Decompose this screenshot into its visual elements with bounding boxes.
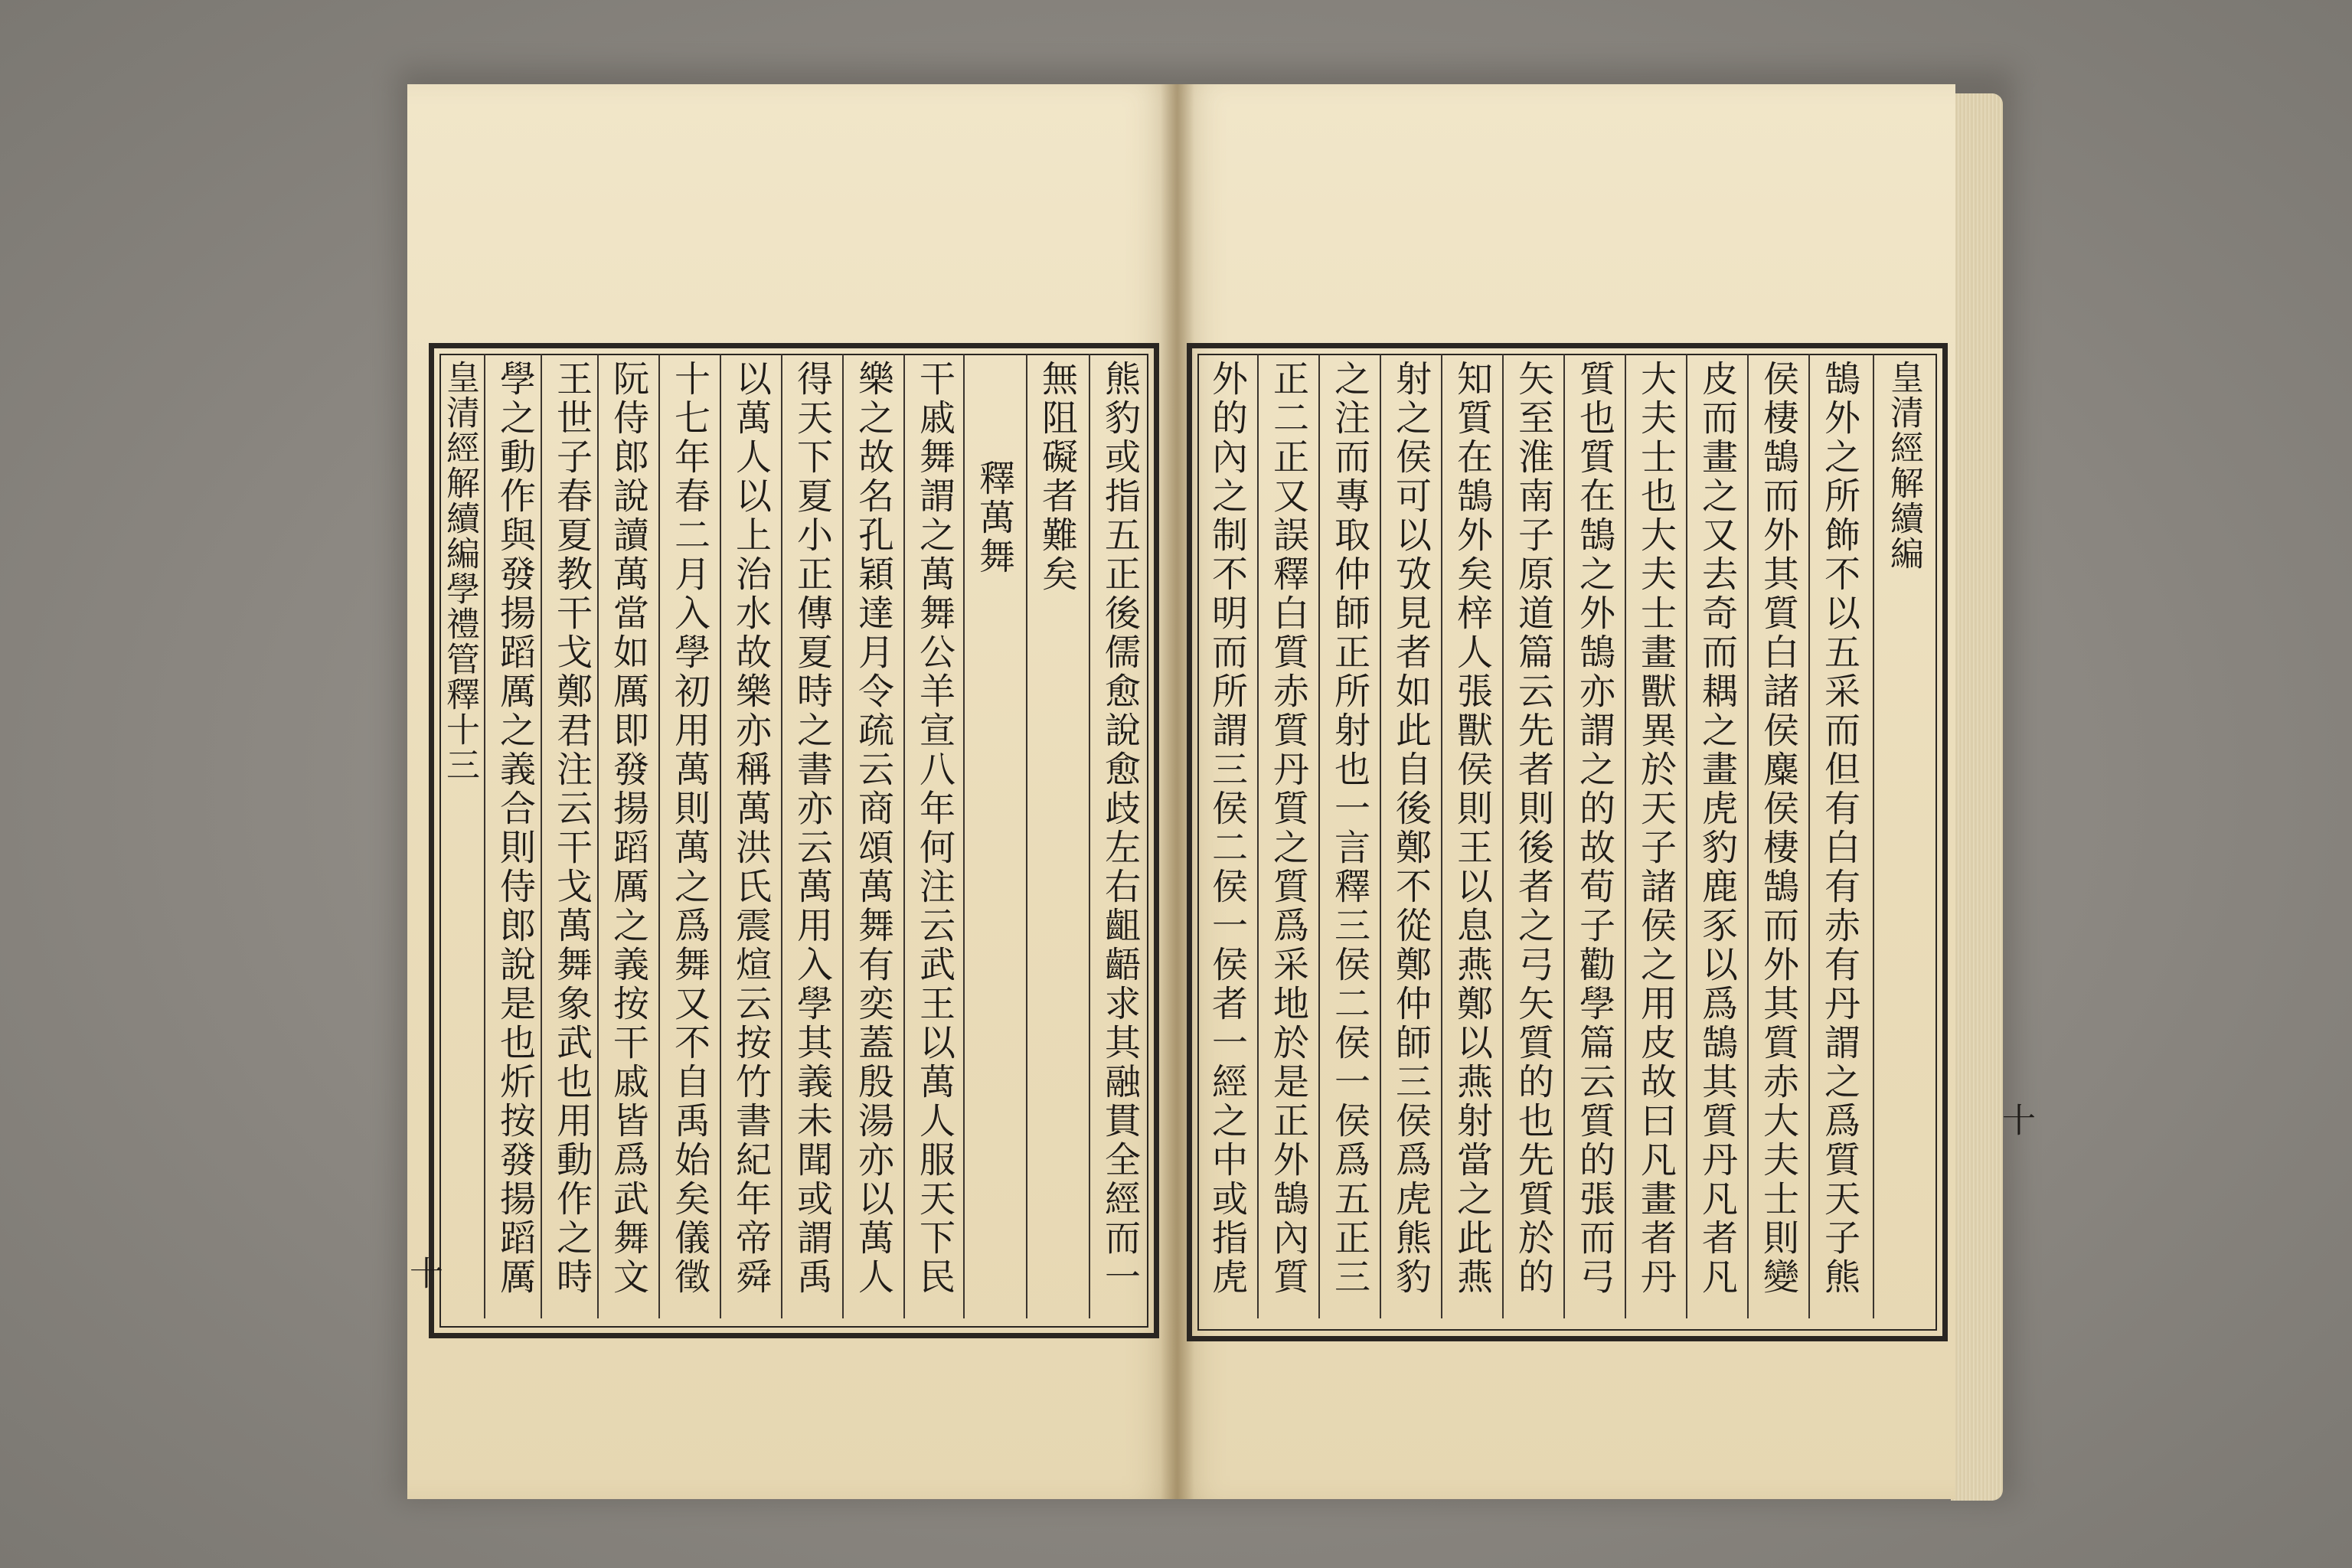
right-column-7: 知質在鵠外矣梓人張獸侯則王以息燕鄭以燕射當之此燕 [1451, 360, 1493, 1297]
column-rule [1873, 354, 1874, 1318]
right-folio: 十 [1996, 1102, 2035, 1136]
column-rule [1747, 354, 1749, 1318]
right-column-1: 鵠外之所飾不以五采而但有白有赤有丹謂之爲質天子熊 [1818, 360, 1860, 1297]
column-rule [1502, 354, 1504, 1318]
right-column-3: 皮而畫之又去奇而耦之畫虎豹鹿豕以爲鵠其質丹凡者凡 [1696, 360, 1738, 1297]
column-rule [1441, 354, 1442, 1318]
left-column-11: 學之動作與發揚蹈厲之義合則侍郎說是也炘按發揚蹈厲 [494, 360, 536, 1297]
section-heading: 釋萬舞 [973, 459, 1015, 577]
right-column-2: 侯棲鵠而外其質白諸侯麋侯棲鵠而外其質赤大夫士則變 [1757, 360, 1799, 1297]
column-rule [781, 354, 782, 1318]
column-rule [1026, 354, 1027, 1318]
column-rule [484, 354, 485, 1318]
left-column-8: 十七年春二月入學初用萬則萬之爲舞又不自禹始矣儀徵 [668, 360, 710, 1297]
column-rule [1380, 354, 1381, 1318]
left-column-9: 阮侍郎說讀萬當如厲即發揚蹈厲之義按干戚皆爲武舞文 [607, 360, 649, 1297]
right-banner: 皇清經解續編 [1884, 360, 1923, 571]
column-rule [658, 354, 660, 1318]
column-rule [597, 354, 599, 1318]
column-rule [903, 354, 905, 1318]
column-rule [1625, 354, 1626, 1318]
right-column-8: 射之侯可以攷見者如此自後鄭不從鄭仲師三侯爲虎熊豹 [1390, 360, 1432, 1297]
left-column-1: 熊豹或指五正後儒愈說愈歧左右齟齬求其融貫全經而一 [1099, 360, 1141, 1297]
left-banner-sub: 學禮管釋十三 [440, 571, 479, 782]
page-edges [1951, 93, 2003, 1501]
left-banner-title: 皇清經解續編 [440, 360, 479, 571]
right-column-10: 正二正又誤釋白質赤質丹質之質爲采地於是正外鵠內質 [1267, 360, 1309, 1297]
right-column-6: 矢至淮南子原道篇云先者則後者之弓矢質的也先質於的 [1512, 360, 1554, 1297]
column-rule [1089, 354, 1090, 1318]
column-rule [1563, 354, 1565, 1318]
right-column-9: 之注而專取仲師正所射也一言釋三侯二侯一侯爲五正三 [1328, 360, 1370, 1297]
column-rule [963, 354, 965, 1318]
left-column-7: 以萬人以上治水故樂亦稱萬洪氏震煊云按竹書紀年帝舜 [730, 360, 772, 1297]
column-rule [1808, 354, 1810, 1318]
left-column-10: 王世子春夏教干戈鄭君注云干戈萬舞象武也用動作之時 [550, 360, 593, 1297]
left-column-5: 樂之故名孔穎達月令疏云商頌萬舞有奕蓋殷湯亦以萬人 [852, 360, 894, 1297]
column-rule [1257, 354, 1259, 1318]
column-rule [1686, 354, 1687, 1318]
right-column-5: 質也質在鵠之外鵠亦謂之的故荀子勸學篇云質的張而弓 [1573, 360, 1615, 1297]
column-rule [1318, 354, 1320, 1318]
left-folio: 十 [403, 1256, 443, 1289]
column-rule [541, 354, 542, 1318]
left-column-4: 干戚舞謂之萬舞公羊宣八年何注云武王以萬人服天下民 [913, 360, 956, 1297]
right-column-11: 外的內之制不明而所謂三侯二侯一侯者一經之中或指虎 [1206, 360, 1248, 1297]
left-column-6: 得天下夏小正傳夏時之書亦云萬用入學其義未聞或謂禹 [791, 360, 833, 1297]
left-column-2: 無阻礙者難矣 [1036, 360, 1078, 594]
right-column-4: 大夫士也大夫士畫獸異於天子諸侯之用皮故曰凡畫者丹 [1635, 360, 1677, 1297]
column-rule [720, 354, 721, 1318]
column-rule [842, 354, 844, 1318]
left-banner [433, 360, 482, 1309]
